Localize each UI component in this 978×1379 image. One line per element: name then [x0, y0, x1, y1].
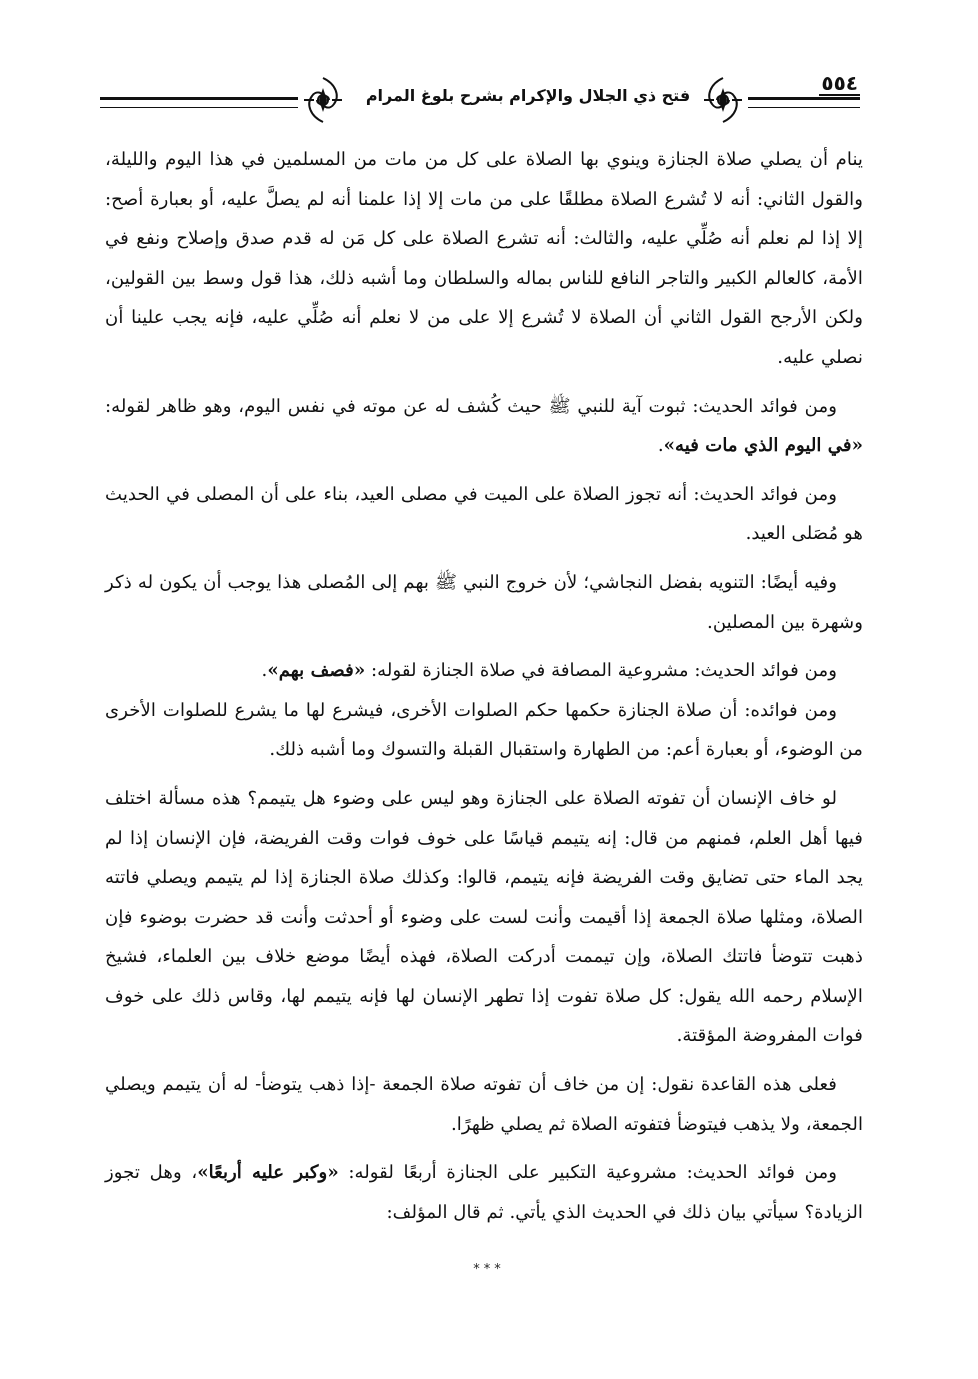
- hadith-quote: «فصف بهم»: [267, 660, 366, 682]
- section-separator: ***: [473, 1262, 505, 1277]
- page-header: [100, 68, 860, 132]
- paragraph-5: ومن فوائد الحديث: مشروعية المصافة في صلاة الجنازة لقوله: «فصف بهم».: [261, 660, 837, 682]
- paragraph-1: ينام أن يصلي صلاة الجنازة وينوي بها الصلاة على كل من مات من المسلمين في هذا اليوم والليلة، والقول الثاني: أنه لا تُشرع الصلاة مطلقًا على من مات إلا إذا علمنا أنه لم يصلَّ عليه، أو بعبارة أصح: إلا إذا لم نعلم أنه صُلِّي عليه، والثالث: أنه تشرع الصلاة على كل مَن له قدم صدق وإصلاح ونفع في الأمة، كالعالم الكبير والتاجر النافع للناس بماله والسلطان وما أشبه ذلك، هذا قول وسط بين القولين، ولكن الأرجح القول الثاني أن الصلاة لا تُشرع إلا على من لا نعلم أنه صُلِّي عليه، فإنه يجب علينا أن نصلي عليه.: [105, 149, 863, 368]
- paragraph-9: ومن فوائد الحديث: مشروعية التكبير على الجنازة أربعًا لقوله: «وكبر عليه أربعًا»، وهل تجوز الزيادة؟ سيأتي بيان ذلك في الحديث الذي يأتي. ثم قال المؤلف:: [105, 1162, 863, 1223]
- header-ornament-left-icon: [298, 74, 348, 126]
- paragraph-2: ومن فوائد الحديث: ثبوت آية للنبي ﷺ حيث كُشف له عن موته في نفس اليوم، وهو ظاهر لقوله: «في اليوم الذي مات فيه».: [105, 395, 863, 457]
- hadith-quote: «وكبر عليه أربعًا»: [197, 1162, 339, 1184]
- paragraph-3: ومن فوائد الحديث: أنه تجوز الصلاة على الميت في مصلى العيد، بناء على أن المصلى في الحديث هو مُصَلى العيد.: [105, 483, 863, 545]
- paragraph-4: وفيه أيضًا: التنويه بفضل النجاشي؛ لأن خروج النبي ﷺ بهم إلى المُصلى هذا يوجب أن يكون له ذكر وشهرة بين المصلين.: [105, 571, 863, 633]
- paragraph-8: فعلى هذه القاعدة نقول: إن من خاف أن تفوته صلاة الجمعة -إذا ذهب يتوضأ- له أن يتيمم ويصلي الجمعة، ولا يذهب فيتوضأ فتفوته الصلاة ثم يصلي ظهرًا.: [105, 1074, 863, 1135]
- header-rule-left: [100, 97, 298, 108]
- page-number: ٥٥٤: [821, 71, 858, 95]
- header-rule-right: [748, 97, 860, 108]
- page-body: [105, 140, 863, 1232]
- hadith-quote: «في اليوم الذي مات فيه»: [663, 435, 863, 457]
- paragraph-7: لو خاف الإنسان أن تفوته الصلاة على الجنازة وهو ليس على وضوء هل يتيمم؟ هذه مسألة اختلف فيها أهل العلم، فمنهم من قال: إنه يتيمم قياسًا على خوف فوات وقت الفريضة، فإن الإنسان إذا لم يجد الماء حتى تضايق وقت الفريضة فإنه يتيمم، قالوا: وكذلك صلاة الجنازة إذا لم يتيمم ويصلي فاتته الصلاة، ومثلها صلاة الجمعة إذا أقيمت وأنت لست على وضوء أو أحدثت وأنت قد حضرت بوضوء فإن ذهبت تتوضأ فاتتك الصلاة، وإن تيممت أدركت الصلاة، فهذه أيضًا موضع خلاف بين العلماء، فشيخ الإسلام رحمه الله يقول: كل صلاة تفوت إذا تطهر الإنسان لها فإنه يتيمم لها، وقاس ذلك على خوف فوات المفروضة المؤقتة.: [105, 787, 863, 1047]
- paragraph-6: ومن فوائده: أن صلاة الجنازة حكمها حكم الصلوات الأخرى، فيشرع لها ما يشرع للصلوات الأخرى من الوضوء، أو بعبارة أعم: من الطهارة واستقبال القبلة والتسوك وما أشبه ذلك.: [105, 699, 863, 761]
- book-title: فتح ذي الجلال والإكرام بشرح بلوغ المرام: [365, 86, 691, 105]
